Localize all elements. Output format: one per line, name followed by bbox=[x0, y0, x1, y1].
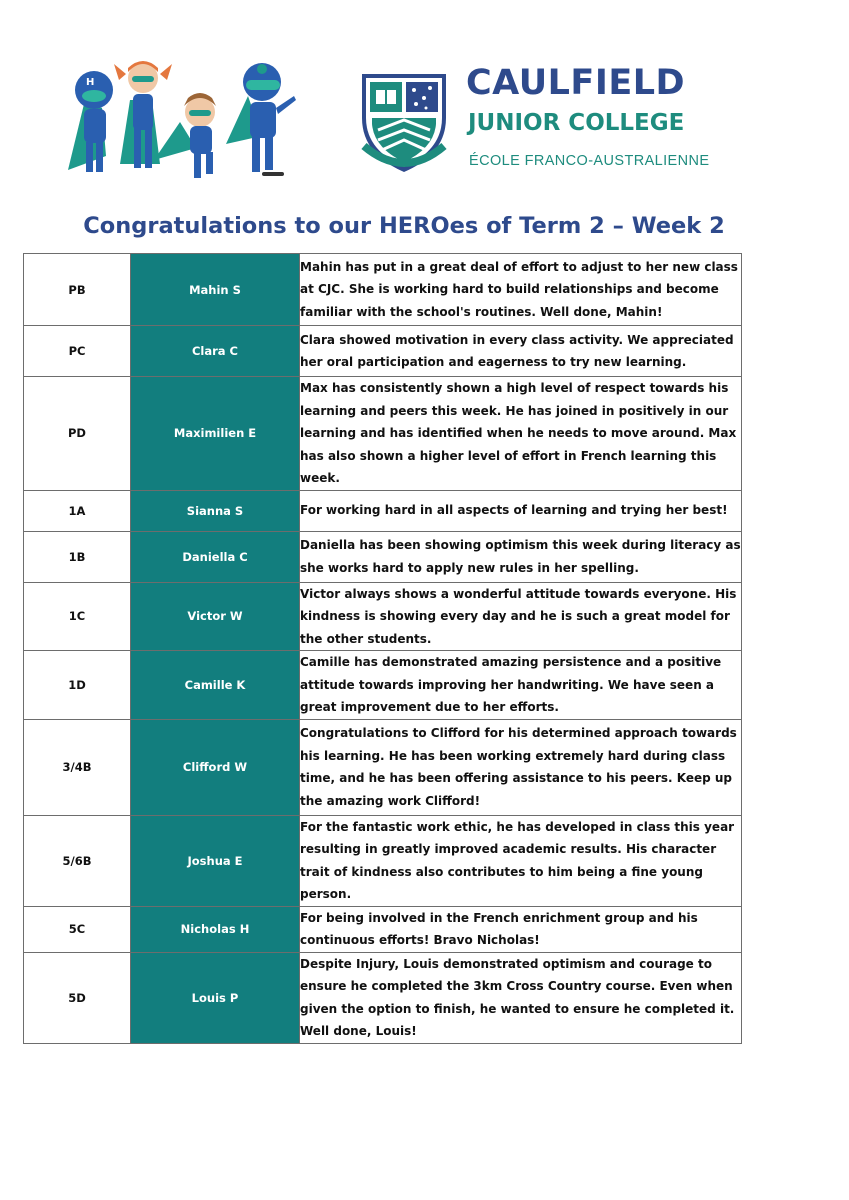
table-row bbox=[24, 254, 742, 326]
table-row bbox=[24, 582, 742, 651]
table-row bbox=[24, 906, 742, 952]
comment-cell: Mahin has put in a great deal of effort to adjust to her new class at CJC. She is working hard to build relationships and become familiar with the school's routines. Well done, Mahin! bbox=[300, 254, 742, 326]
school-name-line1: CAULFIELD bbox=[466, 63, 686, 103]
table-row bbox=[24, 651, 742, 720]
comment-cell: For working hard in all aspects of learning and trying her best! bbox=[300, 490, 742, 531]
student-name-cell: Mahin S bbox=[131, 254, 300, 326]
comment-cell: Despite Injury, Louis demonstrated optimism and courage to ensure he completed the 3km Cross Country course. Even when given the option to finish, he wanted to ensure he completed it. Well done, Louis! bbox=[300, 952, 742, 1043]
comment-cell: For the fantastic work ethic, he has developed in class this year resulting in greatly improved academic results. His character trait of kindness also contributes to him being a fine young person. bbox=[300, 815, 742, 906]
class-cell: 1C bbox=[24, 582, 131, 651]
school-tagline: ÉCOLE FRANCO-AUSTRALIENNE bbox=[469, 153, 710, 169]
class-cell: PC bbox=[24, 326, 131, 377]
class-cell: 5/6B bbox=[24, 815, 131, 906]
comment-cell: For being involved in the French enrichment group and his continuous efforts! Bravo Nicholas! bbox=[300, 906, 742, 952]
student-name-cell: Louis P bbox=[131, 952, 300, 1043]
page-title: Congratulations to our HEROes of Term 2 – Week 2 bbox=[83, 213, 725, 239]
table-row bbox=[24, 490, 742, 531]
superheroes-illustration bbox=[62, 52, 302, 187]
student-name-cell: Daniella C bbox=[131, 531, 300, 582]
student-name-cell: Maximilien E bbox=[131, 377, 300, 491]
table-row bbox=[24, 719, 742, 815]
student-name-cell: Clara C bbox=[131, 326, 300, 377]
student-name-cell: Clifford W bbox=[131, 719, 300, 815]
table-row bbox=[24, 326, 742, 377]
comment-cell: Clara showed motivation in every class activity. We appreciated her oral participation and eagerness to try new learning. bbox=[300, 326, 742, 377]
student-name-cell: Camille K bbox=[131, 651, 300, 720]
table-row bbox=[24, 815, 742, 906]
comment-cell: Max has consistently shown a high level of respect towards his learning and peers this week. He has joined in positively in our learning and has identified when he needs to move around. Max has also shown a higher level of effort in French learning this week. bbox=[300, 377, 742, 491]
student-name-cell: Sianna S bbox=[131, 490, 300, 531]
school-crest-logo bbox=[356, 68, 452, 174]
student-name-cell: Victor W bbox=[131, 582, 300, 651]
student-name-cell: Joshua E bbox=[131, 815, 300, 906]
comment-cell: Congratulations to Clifford for his determined approach towards his learning. He has been working extremely hard during class time, and he has been offering assistance to his peers. Keep up the amazing work Clifford! bbox=[300, 719, 742, 815]
class-cell: 1D bbox=[24, 651, 131, 720]
class-cell: PD bbox=[24, 377, 131, 491]
comment-cell: Victor always shows a wonderful attitude towards everyone. His kindness is showing every day and he is such a great model for the other students. bbox=[300, 582, 742, 651]
class-cell: 1B bbox=[24, 531, 131, 582]
class-cell: 5C bbox=[24, 906, 131, 952]
comment-cell: Daniella has been showing optimism this week during literacy as she works hard to apply new rules in her spelling. bbox=[300, 531, 742, 582]
heroes-table bbox=[23, 253, 742, 1044]
table-row bbox=[24, 377, 742, 491]
class-cell: PB bbox=[24, 254, 131, 326]
school-name-line2: JUNIOR COLLEGE bbox=[468, 110, 685, 136]
class-cell: 5D bbox=[24, 952, 131, 1043]
table-row bbox=[24, 952, 742, 1043]
table-row bbox=[24, 531, 742, 582]
svg-text:H: H bbox=[86, 77, 95, 88]
student-name-cell: Nicholas H bbox=[131, 906, 300, 952]
class-cell: 1A bbox=[24, 490, 131, 531]
class-cell: 3/4B bbox=[24, 719, 131, 815]
comment-cell: Camille has demonstrated amazing persistence and a positive attitude towards improving her handwriting. We have seen a great improvement due to her efforts. bbox=[300, 651, 742, 720]
